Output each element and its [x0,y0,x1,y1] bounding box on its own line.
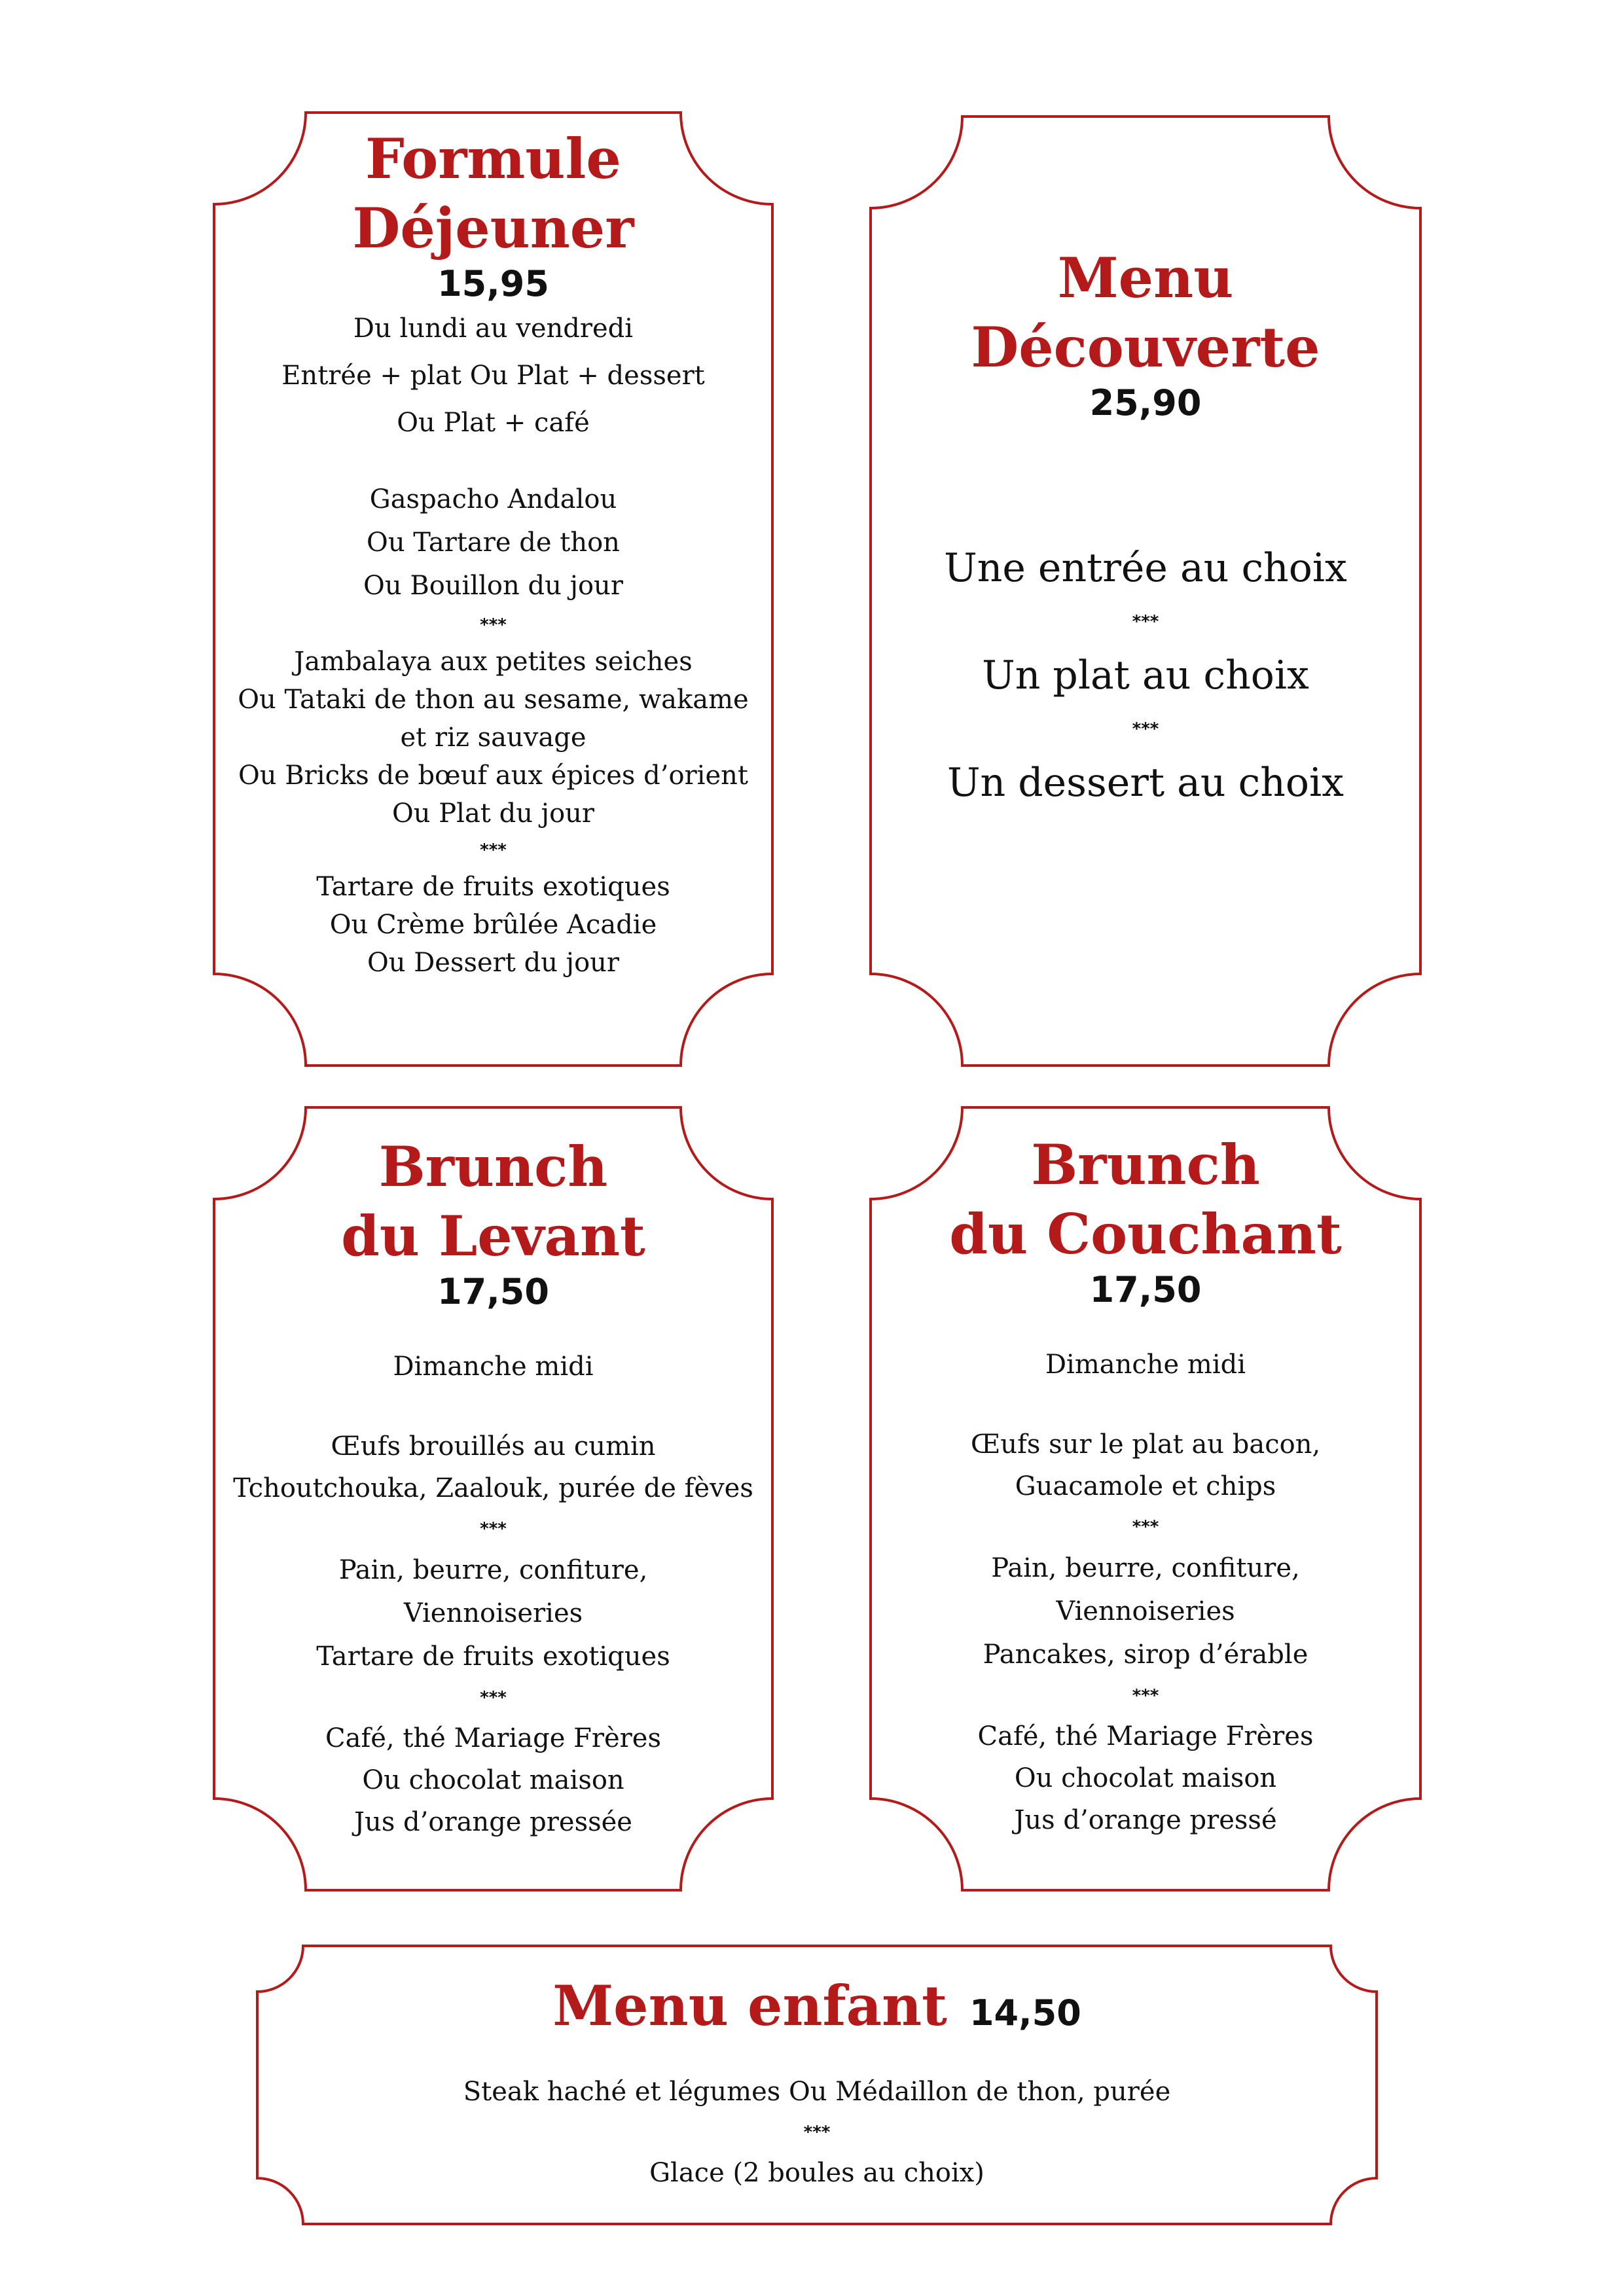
formule-title-line1: Formule [365,126,621,191]
couchant-title-line2: du Couchant [949,1202,1342,1266]
separator: *** [480,840,507,860]
levant-title-line2: du Levant [341,1204,645,1268]
couchant-item-7: Ou chocolat maison [1014,1763,1277,1793]
levant-day: Dimanche midi [393,1352,594,1382]
separator: *** [1132,719,1159,739]
formule-intro-1: Du lundi au vendredi [353,314,634,344]
formule-plat-5: Ou Plat du jour [391,798,595,829]
decouverte-title-line1: Menu [1057,245,1234,310]
separator: *** [480,615,507,635]
decouverte-item-entree: Une entrée au choix [944,545,1347,591]
couchant-title-line1: Brunch [1031,1132,1260,1197]
couchant-item-8: Jus d’orange pressé [1014,1805,1277,1835]
formule-title-line2: Déjeuner [352,196,634,260]
formule-dessert-1: Tartare de fruits exotiques [316,872,670,902]
card-formule-dejeuner [214,124,772,982]
levant-item-2: Tchoutchouka, Zaalouk, purée de fèves [233,1473,753,1503]
formule-entree-2: Ou Tartare de thon [367,528,620,558]
enfant-item-plat: Steak haché et légumes Ou Médaillon de thon, purée [463,2077,1171,2107]
formule-plat-1: Jambalaya aux petites seiches [294,647,693,677]
levant-item-6: Café, thé Mariage Frères [325,1723,661,1753]
enfant-title: Menu enfant [552,1973,947,2038]
formule-dessert-2: Ou Crème brûlée Acadie [329,910,657,940]
separator: *** [480,1519,507,1539]
levant-item-8: Jus d’orange pressée [354,1807,632,1837]
enfant-price: 14,50 [969,1992,1081,2034]
decouverte-item-dessert: Un dessert au choix [947,760,1344,806]
formule-intro-2: Entrée + plat Ou Plat + dessert [281,361,705,391]
decouverte-price: 25,90 [1089,382,1202,423]
levant-item-3: Pain, beurre, confiture, [338,1555,648,1585]
couchant-item-2: Guacamole et chips [1015,1471,1276,1501]
formule-dessert-3: Ou Dessert du jour [367,948,620,978]
levant-title-line1: Brunch [378,1134,608,1199]
decouverte-title-line2: Découverte [971,315,1320,380]
levant-price: 17,50 [437,1271,549,1312]
levant-item-1: Œufs brouillés au cumin [331,1431,656,1462]
formule-intro-3: Ou Plat + café [397,408,590,438]
couchant-price: 17,50 [1089,1269,1202,1310]
levant-item-7: Ou chocolat maison [362,1765,624,1795]
card-brunch-levant [214,1132,772,1843]
formule-entree-3: Ou Bouillon du jour [363,571,623,601]
couchant-item-3: Pain, beurre, confiture, [991,1553,1300,1583]
levant-item-5: Tartare de fruits exotiques [316,1641,670,1672]
separator: *** [1132,1517,1159,1537]
couchant-item-1: Œufs sur le plat au bacon, [970,1429,1321,1460]
separator: *** [803,2123,831,2142]
card-menu-enfant [257,1967,1377,2195]
separator: *** [480,1688,507,1708]
formule-plat-4: Ou Bricks de bœuf aux épices d’orient [238,761,748,791]
card-brunch-couchant [871,1130,1420,1841]
formule-entree-1: Gaspacho Andalou [369,484,617,514]
couchant-item-4: Viennoiseries [1056,1596,1235,1626]
separator: *** [1132,1686,1159,1706]
levant-item-4: Viennoiseries [403,1598,583,1628]
formule-plat-3: et riz sauvage [400,723,586,753]
formule-plat-2: Ou Tataki de thon au sesame, wakame [238,685,749,715]
decouverte-item-plat: Un plat au choix [982,653,1309,698]
card-menu-decouverte [871,243,1420,816]
enfant-item-dessert: Glace (2 boules au choix) [649,2158,984,2188]
couchant-item-6: Café, thé Mariage Frères [977,1721,1314,1751]
separator: *** [1132,612,1159,632]
formule-price: 15,95 [437,263,549,304]
couchant-day: Dimanche midi [1045,1350,1246,1380]
couchant-item-5: Pancakes, sirop d’érable [983,1640,1308,1670]
